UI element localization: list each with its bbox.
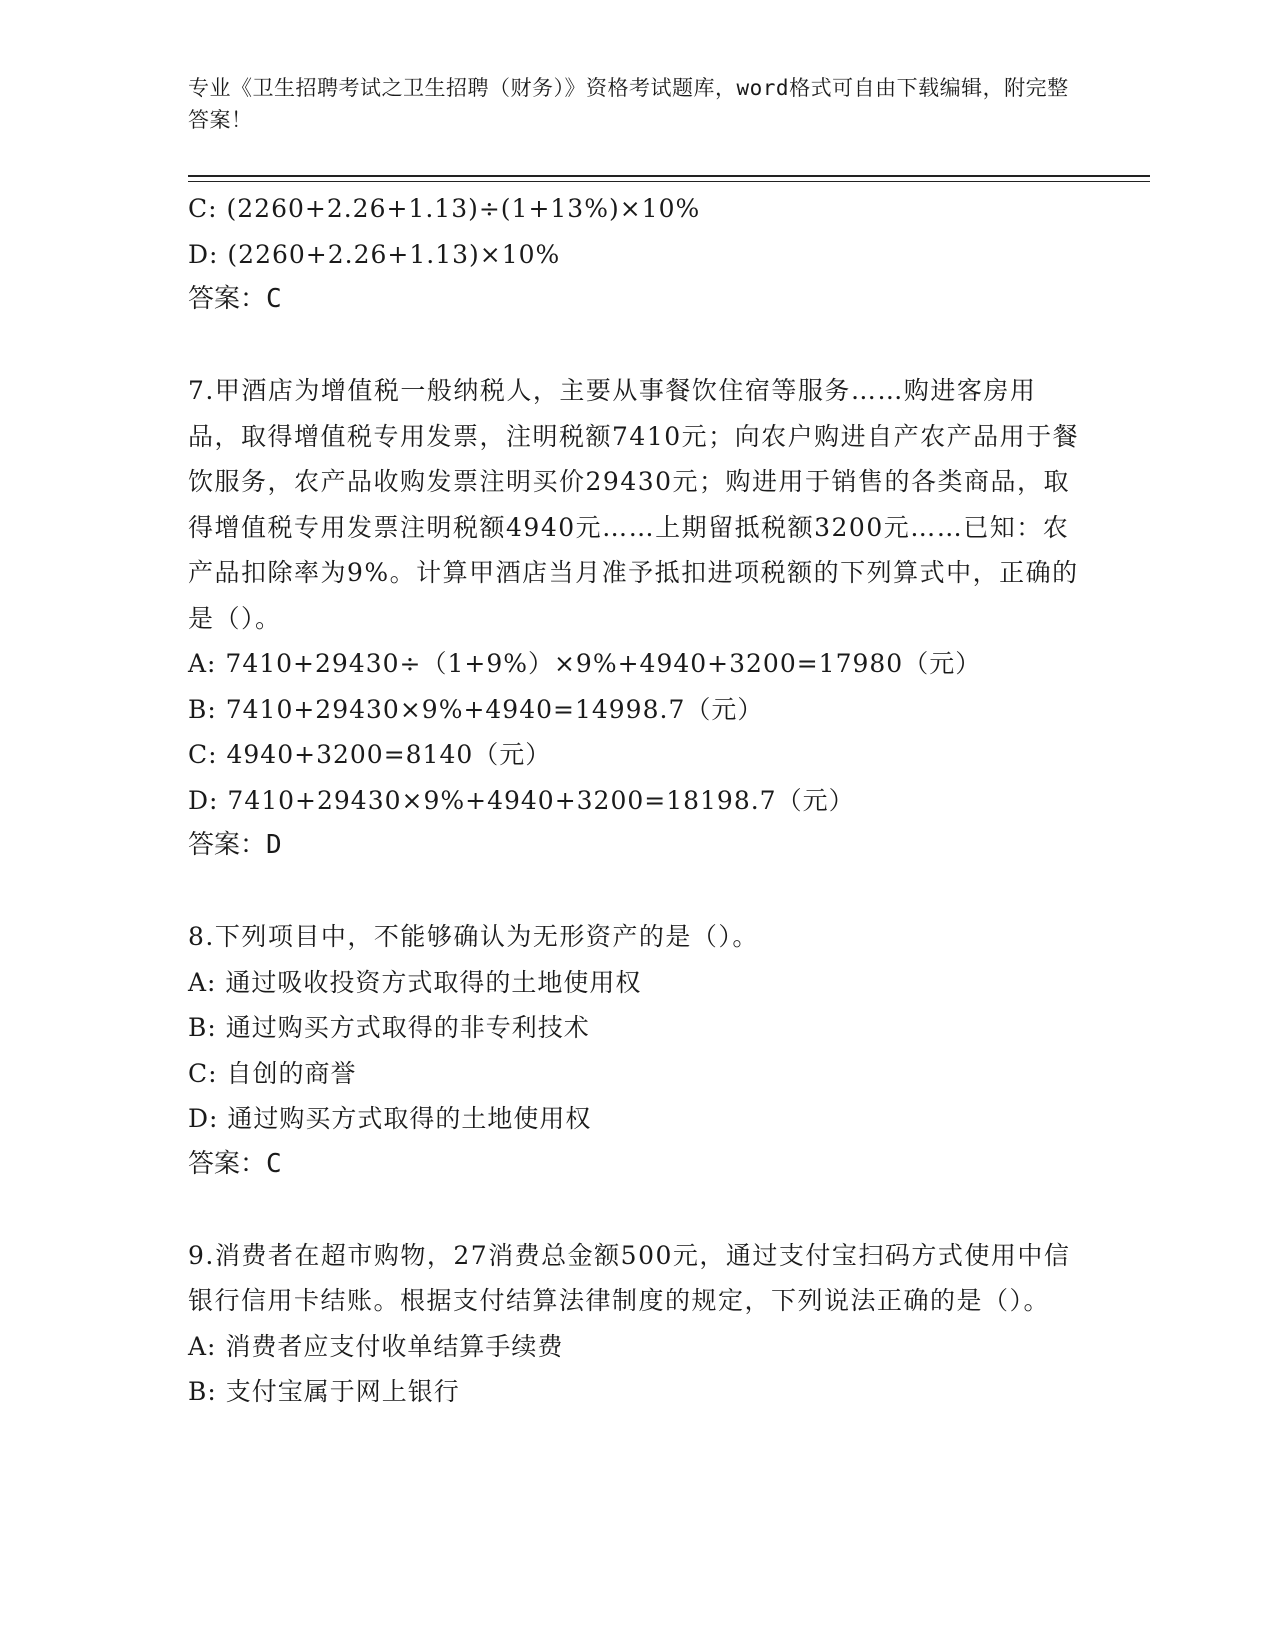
answer-line: 答案：C — [188, 1148, 282, 1179]
question-9 — [188, 1233, 1088, 1415]
question-stem: 7.甲酒店为增值税一般纳税人，主要从事餐饮住宿等服务……购进客房用品，取得增值税专用发票，注明税额7410元；向农户购进自产农产品用于餐饮服务，农产品收购发票注明买价29430元；购进用于销售的各类商品，取得增值税专用发票注明税额4940元……上期留抵税额3200元……已知：农产品扣除率为9%。计算甲酒店当月准予抵扣进项税额的下列算式中，正确的是（）。 — [188, 376, 1080, 633]
option-a: A: 通过吸收投资方式取得的土地使用权 — [188, 967, 642, 997]
header-title: 专业《卫生招聘考试之卫生招聘（财务）》资格考试题库，word格式可自由下载编辑，附完整答案！ — [188, 76, 1069, 132]
question-6-tail — [188, 186, 1088, 323]
question-list — [188, 186, 1088, 1415]
question-8 — [188, 914, 1088, 1187]
option-d: D: 7410+29430×9%+4940+3200=18198.7（元） — [188, 785, 855, 815]
option-c: C: 自创的商誉 — [188, 1058, 357, 1088]
option-a: A: 7410+29430÷（1+9%）×9%+4940+3200=17980（元） — [188, 649, 982, 678]
option-d: D: 通过购买方式取得的土地使用权 — [188, 1104, 592, 1133]
answer-line: 答案：C — [188, 284, 282, 314]
option-d: D: (2260+2.26+1.13)×10% — [188, 239, 561, 269]
option-c: C: 4940+3200=8140（元） — [188, 740, 552, 769]
option-a: A: 消费者应支付收单结算手续费 — [188, 1331, 564, 1361]
question-7 — [188, 368, 1088, 869]
option-b: B: 7410+29430×9%+4940=14998.7（元） — [188, 694, 764, 724]
header-rule-thin — [188, 181, 1150, 182]
option-b: B: 支付宝属于网上银行 — [188, 1377, 460, 1406]
document-header — [188, 72, 1088, 136]
question-stem: 9.消费者在超市购物，27消费总金额500元，通过支付宝扫码方式使用中信银行信用卡结账。根据支付结算法律制度的规定，下列说法正确的是（）。 — [188, 1240, 1071, 1315]
answer-line: 答案：D — [188, 830, 282, 860]
option-b: B: 通过购买方式取得的非专利技术 — [188, 1013, 590, 1042]
question-stem: 8.下列项目中，不能够确认为无形资产的是（）。 — [188, 922, 759, 951]
option-c: C: (2260+2.26+1.13)÷(1+13%)×10% — [188, 194, 701, 223]
header-rule-thick — [188, 175, 1150, 177]
